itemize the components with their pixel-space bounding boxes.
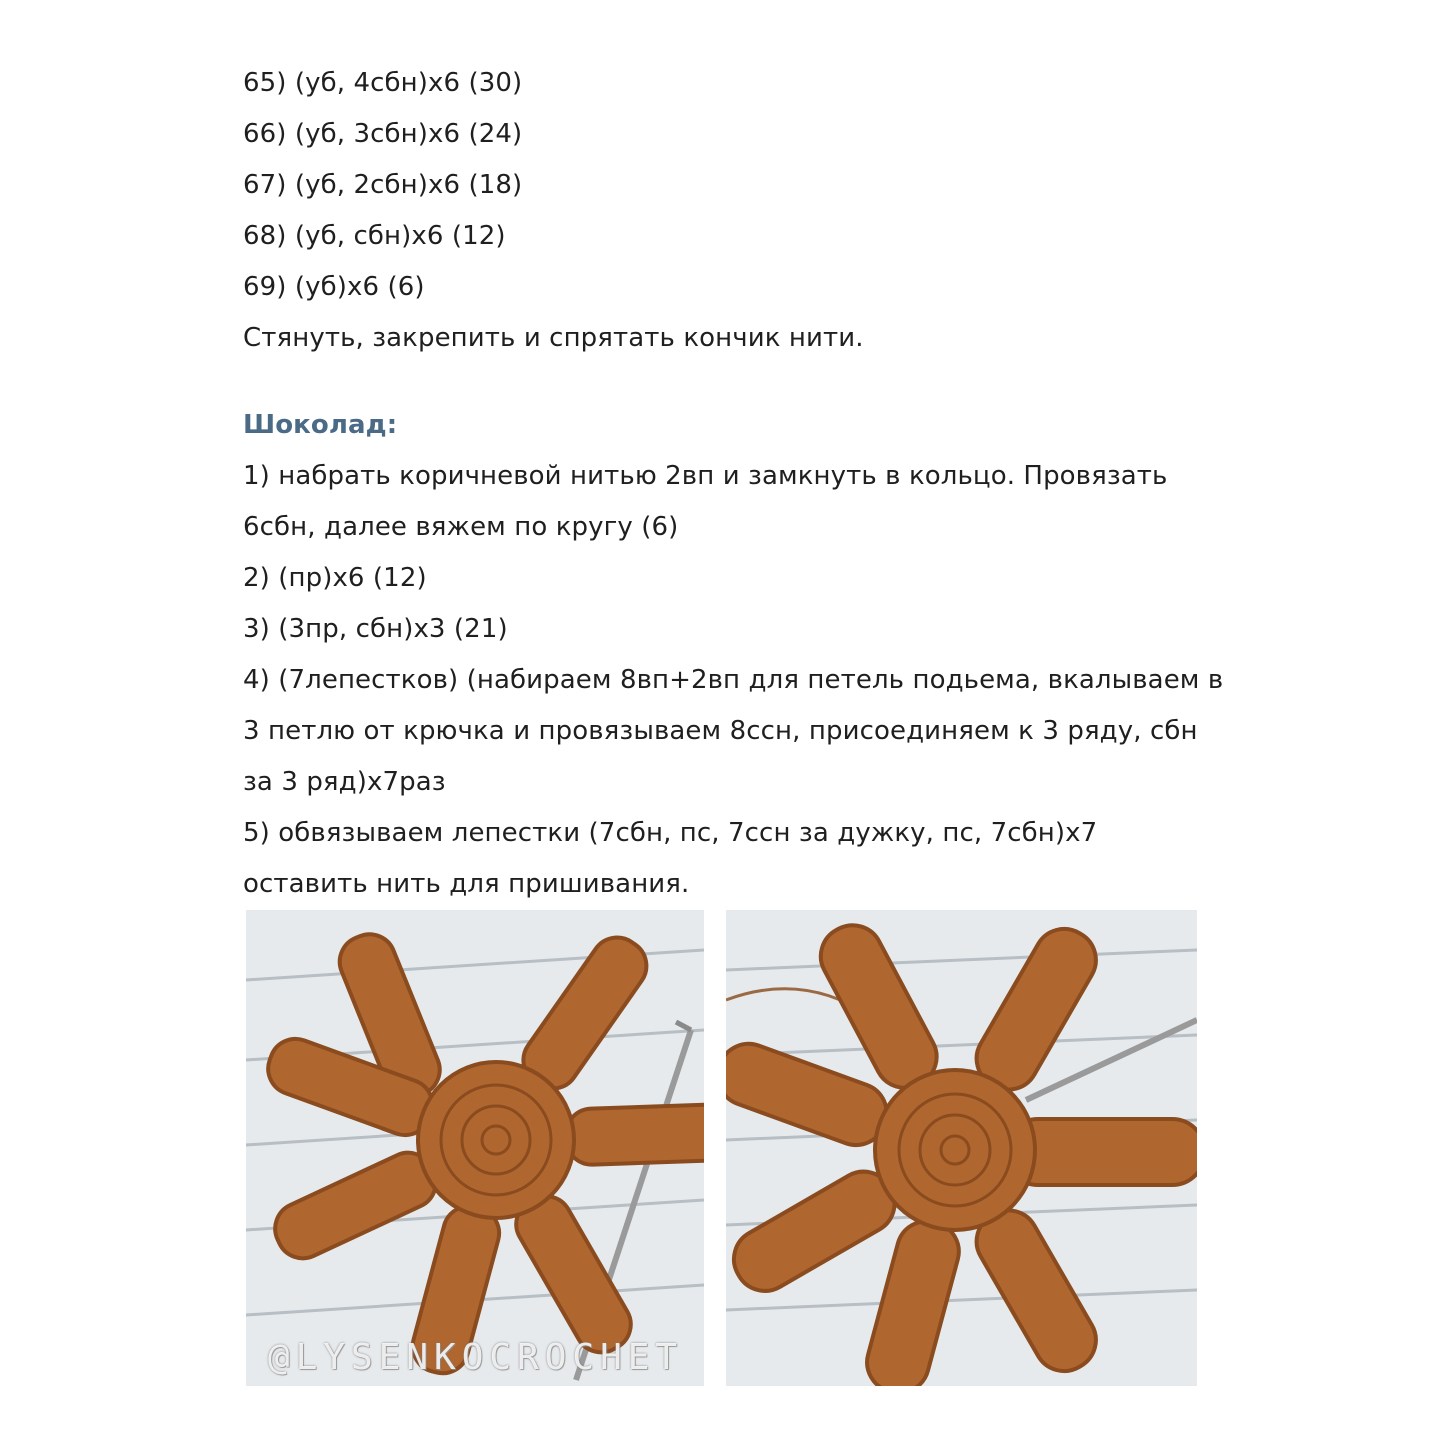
round-68: 68) (уб, сбн)х6 (12) bbox=[243, 221, 506, 251]
step-4-line-1: 4) (7лепестков) (набираем 8вп+2вп для петель подьема, вкалываем в bbox=[243, 665, 1224, 695]
photo-petals-crocheted bbox=[246, 910, 704, 1386]
watermark: @LYSENKOCROCHET bbox=[268, 1337, 684, 1378]
photo-petals-edged bbox=[726, 910, 1197, 1386]
flower-illustration-left bbox=[246, 910, 704, 1386]
round-66: 66) (уб, 3сбн)х6 (24) bbox=[243, 119, 523, 149]
pattern-text bbox=[243, 58, 1243, 910]
step-5-line-2: оставить нить для пришивания. bbox=[243, 869, 690, 899]
step-2: 2) (пр)х6 (12) bbox=[243, 563, 427, 593]
step-1-line-2: 6сбн, далее вяжем по кругу (6) bbox=[243, 512, 679, 542]
round-65: 65) (уб, 4сбн)х6 (30) bbox=[243, 68, 523, 98]
round-67: 67) (уб, 2сбн)х6 (18) bbox=[243, 170, 523, 200]
step-3: 3) (3пр, сбн)х3 (21) bbox=[243, 614, 508, 644]
flower-illustration-right bbox=[726, 910, 1197, 1386]
step-5-line-1: 5) обвязываем лепестки (7сбн, пс, 7ссн за дужку, пс, 7сбн)х7 bbox=[243, 818, 1098, 848]
section-heading-chocolate: Шоколад: bbox=[243, 410, 398, 440]
round-69: 69) (уб)х6 (6) bbox=[243, 272, 425, 302]
step-4-line-3: за 3 ряд)х7раз bbox=[243, 767, 446, 797]
finish-instruction: Стянуть, закрепить и спрятать кончик нити. bbox=[243, 323, 864, 353]
step-4-line-2: 3 петлю от крючка и провязываем 8ссн, присоединяем к 3 ряду, сбн bbox=[243, 716, 1198, 746]
step-1-line-1: 1) набрать коричневой нитью 2вп и замкнуть в кольцо. Провязать bbox=[243, 461, 1168, 491]
